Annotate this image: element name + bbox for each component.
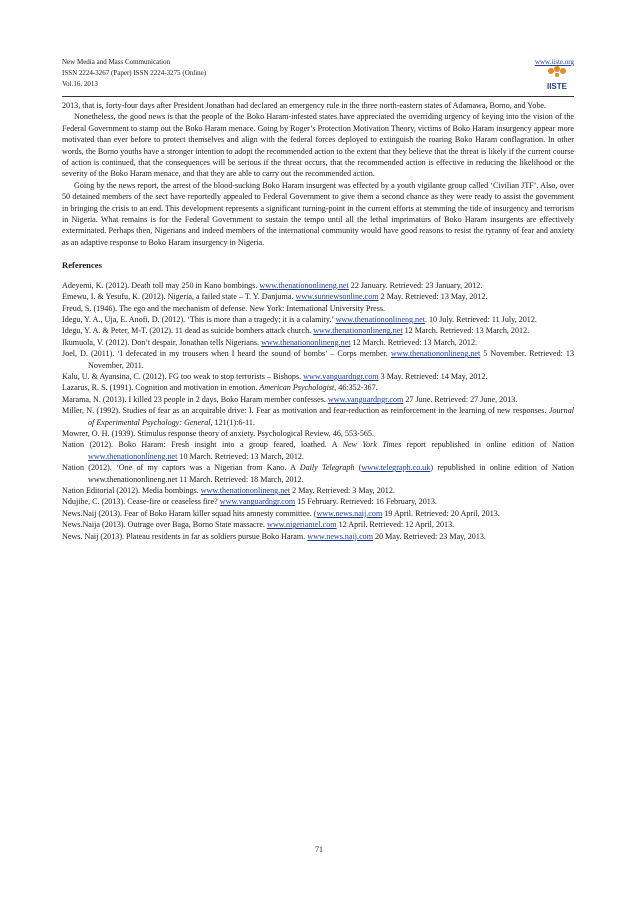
reference-text: 22 January. Retrieved: 23 January, 2012. (348, 280, 483, 290)
reference-text: Miller, N. (1992). Studies of fear as an acquirable drive: I. Fear as motivation and fear-reduction as reinforcement in the learning of new responses. (62, 406, 549, 416)
reference-item (62, 439, 574, 462)
reference-item (62, 428, 574, 439)
reference-link[interactable]: www.thenationonlineng.net (200, 486, 291, 495)
reference-link[interactable]: www.thenationonlineng.net (313, 326, 403, 336)
reference-item (62, 371, 574, 382)
reference-text: 2 May. Retrieved: 3 May, 2012. (290, 486, 395, 495)
article-body (62, 100, 574, 542)
references-heading: References (62, 260, 102, 271)
reference-item (62, 462, 574, 485)
reference-text: , 46:352-367. (334, 383, 378, 393)
reference-text: Nation (2012). Boko Haram: Fresh insight into a group feared, loathed. A (62, 440, 343, 450)
reference-text: Nation (2012). ‘One of my captors was a Nigerian from Kano. A (62, 463, 300, 473)
reference-text: , 121(1):6-11. (210, 417, 255, 427)
reference-text: report republished in online edition of Nation (401, 440, 575, 450)
reference-text: 27 June. Retrieved: 27 June, 2013. (403, 394, 518, 404)
reference-item (62, 382, 574, 393)
journal-issn: ISSN 2224-3267 (Paper) ISSN 2224-3275 (Online) (62, 69, 207, 77)
paragraph: 2013, that is, forty-four days after President Jonathan had declared an emergency rule in the three north-eastern states of Adamawa, Borno, and Yobe. (62, 101, 546, 110)
reference-link[interactable]: www.vanguardngr.com (219, 497, 296, 507)
reference-text: News.Naij (2013). Fear of Boko Haram killer squad hits amnesty committee. ( (62, 508, 317, 518)
reference-item (62, 519, 574, 530)
paragraph: Nonetheless, the good news is that the people of the Boko Haram-infested states have appreciated the overriding urgency of keying into the vision of the Federal Government to stamp out the Boko Haram menace. Going by Roger’s Protection Motivation Theory, victims of Boko Haram insurgency appear more motivated than ever before to protect themselves and align with the federal forces deployed to extinguish the roaring Boko Haram conflagration. In other words, the Borno youths have a stronger intention to adopt the recommended action to the extent that they believe that the threat is likely if the current course of action is continued, that the consequences will be serious if the threat occurs, that the recommended action is effective in reducing the likelihood or the severity of the Boko Haram menace, and that they are able to carry out the recommended action. (62, 112, 574, 179)
reference-text: Freud, S. (1946). The ego and the mechanism of defense. New York: International University Press. (62, 303, 386, 313)
reference-text: News. Naij (2013). Plateau residents in far as soldiers pursue Boko Haram. (62, 531, 308, 541)
reference-text: Idegu, Y. A., Uja, E. Anofi, D. (2012). ‘This is more than a tragedy; it is a calamity.’ (62, 314, 336, 324)
reference-text: . 10 July. Retrieved: 11 July, 2012. (424, 314, 537, 324)
logo-text: IISTE (546, 82, 568, 91)
reference-link[interactable]: www.nigeriantel.com (266, 520, 337, 530)
reference-item (62, 348, 574, 371)
reference-text: 5 November. Retrieved: 13 November, 2011. (88, 349, 574, 370)
reference-link[interactable]: www.thenationonlineng.net (259, 280, 349, 290)
reference-text: Marama, N. (2013). I killed 23 people in 2 days, Boko Haram member confesses. (62, 394, 328, 404)
header-rule (62, 96, 574, 97)
reference-text: Kalu, U. & Ayansina, C. (2012). FG too weak to stop terrorists – Bishops. (62, 371, 304, 381)
reference-link[interactable]: www.thenationonlineng.net (88, 451, 178, 461)
reference-item (62, 508, 574, 519)
reference-item (62, 337, 574, 348)
journal-name: New Media and Mass Communication (62, 58, 171, 66)
reference-text: 15 February. Retrieved: 16 February, 2013. (295, 497, 437, 507)
reference-link[interactable]: www.vanguardngr.com (327, 394, 404, 404)
reference-text: Nation Editorial (2012). Media bombings. (62, 486, 201, 495)
reference-link[interactable]: www.thenationonlineng.net (390, 349, 481, 359)
reference-item (62, 485, 574, 496)
reference-text: Emewu, I. & Yesufu, K. (2012). Nigeria, a failed state – T. Y. Danjuma. (62, 292, 296, 302)
reference-item (62, 496, 574, 507)
journal-site-link[interactable]: www.iiste.org (534, 58, 574, 66)
reference-italic: American Psychologist (259, 383, 335, 393)
reference-text: ( (354, 463, 362, 473)
reference-item (62, 280, 574, 291)
reference-text: Mowrer, O. H. (1939). Stimulus response theory of anxiety. Psychological Review, 46, 553-565. (62, 428, 374, 438)
reference-text: 2 May. Retrieved: 13 May, 2012. (378, 292, 488, 302)
reference-link[interactable]: www.vanguardngr.com (303, 371, 379, 381)
reference-text: ) republished in online edition of Nation www.thenationonlineng.net 11 March. Retrieved: 18 March, 2012. (88, 463, 575, 484)
reference-item (62, 314, 574, 325)
reference-link[interactable]: www.thenationonlineng.net (261, 337, 351, 347)
reference-text: Idegu, Y. A. & Peter, M-T. (2012). 11 dead as suicide bombers attack church. (62, 326, 314, 336)
reference-text: 12 March. Retrieved: 13 March, 2012. (350, 337, 478, 347)
reference-item (62, 531, 574, 542)
reference-text: Adeyemi, K. (2012). Death toll may 250 in Kano bombings. (62, 280, 260, 290)
reference-text: 12 April. Retrieved: 12 April, 2013. (336, 520, 455, 530)
reference-text: 20 May. Retrieved: 23 May, 2013. (373, 531, 486, 541)
reference-item (62, 291, 574, 302)
reference-text: Ikumuola, V. (2012). Don’t despair, Jonathan tells Nigerians. (62, 337, 262, 347)
reference-link[interactable]: www.news.naij.com (307, 531, 374, 541)
reference-link[interactable]: www.telegraph.co.uk (361, 463, 431, 473)
reference-item (62, 405, 574, 428)
reference-link[interactable]: www.thenationonlineng.net (335, 314, 425, 324)
reference-italic: New York Times (342, 440, 402, 450)
reference-text: Ndujihe, C. (2013). Cease-fire or ceaseless fire? (62, 497, 220, 507)
reference-item (62, 303, 574, 314)
iiste-logo (542, 64, 572, 93)
reference-text: News.Naija (2013). Outrage over Baga, Borno State massacre. (62, 520, 267, 530)
reference-text: 3 May. Retrieved: 14 May, 2012. (378, 371, 488, 381)
paragraph: Going by the news report, the arrest of the blood-sucking Boko Haram insurgent was effected by a youth vigilante group called ‘Civilian JTF’. Also, over 50 detained members of the sect have reportedly appealed to Federal Government to give them a second chance as they were ready to assist the government in bringing the crisis to an end. This development represents a significant turning-point in the current efforts at stemming the tide of insurgency and terrorism in Nigeria. What remains is for the Federal Government to sustain the tempo until all the lethal imprimaturs of Boko Haram insurgents are effectively exterminated. Perhaps then, Nigerians and indeed members of the international community would have good reasons to resist the tyranny of fear and anxiety as an adaptive response to Boko Haram insurgency in Nigeria. (62, 180, 574, 247)
reference-text: 12 March. Retrieved: 13 March, 2012. (402, 326, 530, 336)
reference-item (62, 325, 574, 336)
journal-header (62, 57, 574, 90)
reference-item (62, 394, 574, 405)
reference-italic: Journal of Experimental Psychology: General (88, 406, 574, 427)
references-list (62, 280, 574, 542)
reference-text: 10 March. Retrieved: 13 March, 2012. (177, 451, 304, 461)
reference-link[interactable]: www.sunnewsonline.com (295, 292, 379, 302)
page-number: 71 (315, 845, 323, 854)
reference-text: 19 April. Retrieved: 20 April, 2013. (382, 508, 500, 518)
journal-volume: Vol.16, 2013 (62, 80, 98, 88)
reference-text: Lazarus, R. S. (1991). Cognition and motivation in emotion. (62, 383, 260, 393)
reference-text: Joel, D. (2011). ‘I defecated in my trousers when I heard the sound of bombs’ – Corps member. (62, 349, 391, 359)
reference-link[interactable]: www.news.naij.com (316, 508, 383, 518)
reference-italic: Daily Telegraph (299, 463, 355, 473)
